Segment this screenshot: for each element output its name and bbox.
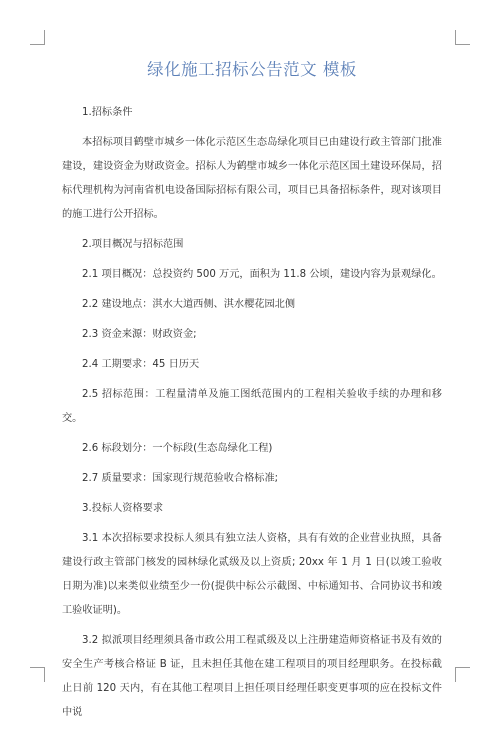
section-heading-2: 2.项目概况与招标范围 <box>82 239 184 250</box>
paragraph-2-3: 2.3 资金来源：财政资金; <box>82 329 197 340</box>
paragraph-2-6: 2.6 标段划分：一个标段(生态岛绿化工程) <box>82 443 273 454</box>
crop-mark-bottom-right <box>455 667 470 682</box>
paragraph-2-7: 2.7 质量要求：国家现行规范验收合格标准; <box>82 473 279 484</box>
section-heading-3: 3.投标人资格要求 <box>82 503 164 514</box>
paragraph-2-5: 2.5 招标范围：工程量清单及施工图纸范围内的工程相关验收手续的办理和移交。 <box>62 389 442 424</box>
paragraph-2-1: 2.1 项目概况：总投资约 500 万元，面积为 11.8 公顷，建设内容为景观绿化。 <box>82 269 442 280</box>
paragraph-3-1: 3.1 本次招标要求投标人须具有独立法人资格，具有有效的企业营业执照，具备建设行政主管部门核发的园林绿化贰级及以上资质; 20xx 年 1 月 1 日(以竣工验收日期为准)以来类似业绩至少一份(提供中标公示截图、中标通知书、合同协议书和竣工验收证明)。 <box>62 533 442 616</box>
paragraph-2-2: 2.2 建设地点：淇水大道西侧、淇水樱花园北侧 <box>82 299 296 310</box>
crop-mark-bottom-left <box>30 667 45 682</box>
paragraph-tender-conditions: 本招标项目鹤壁市城乡一体化示范区生态岛绿化项目已由建设行政主管部门批准建设，建设资金为财政资金。招标人为鹤壁市城乡一体化示范区国土建设环保局，招标代理机构为河南省机电设备国际招标有限公司，项目已具备招标条件，现对该项目的施工进行公开招标。 <box>62 137 442 220</box>
document-title: 绿化施工招标公告范文 模板 <box>147 60 357 79</box>
paragraph-3-2: 3.2 拟派项目经理须具备市政公用工程贰级及以上注册建造师资格证书及有效的安全生产考核合格证 B 证，且未担任其他在建工程项目的项目经理职务。在投标截止日前 120 天内，有在其他工程项目上担任项目经理任职变更事项的应在投标文件中说 <box>62 635 442 718</box>
paragraph-2-4: 2.4 工期要求：45 日历天 <box>82 359 200 370</box>
document-page <box>62 58 442 731</box>
crop-mark-top-left <box>30 30 45 45</box>
crop-mark-top-right <box>455 30 470 45</box>
section-heading-1: 1.招标条件 <box>82 107 133 118</box>
